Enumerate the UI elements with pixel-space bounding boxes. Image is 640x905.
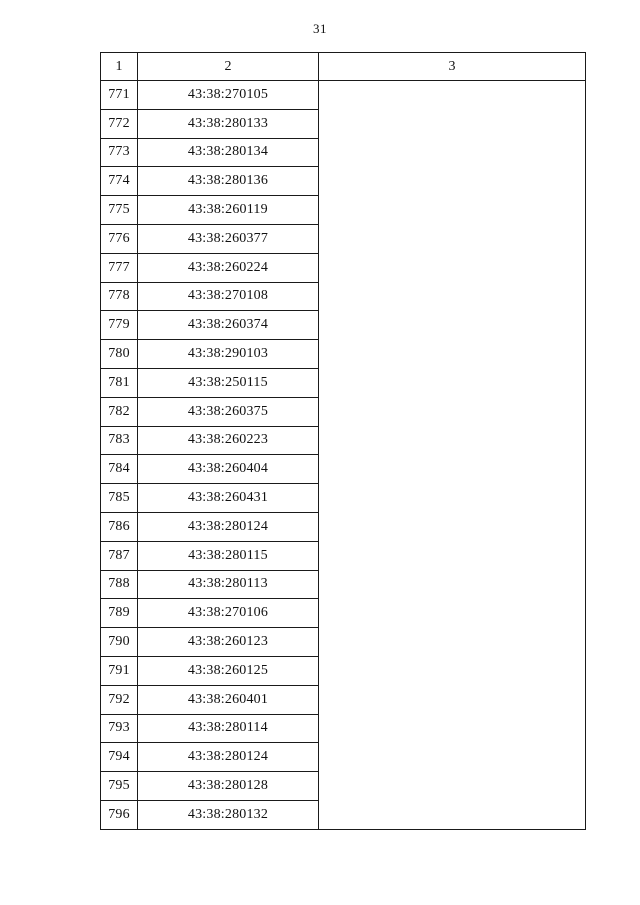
column-header-2: 2: [138, 53, 319, 81]
row-number-cell: 786: [101, 512, 138, 541]
cadastral-code-cell: 43:38:260377: [138, 224, 319, 253]
row-number-cell: 775: [101, 196, 138, 225]
cadastral-code-cell: 43:38:280133: [138, 109, 319, 138]
table-header: [101, 53, 586, 81]
row-number-cell: 779: [101, 311, 138, 340]
row-number-cell: 781: [101, 368, 138, 397]
cadastral-code-cell: 43:38:280114: [138, 714, 319, 743]
column-header-1: 1: [101, 53, 138, 81]
cadastral-code-cell: 43:38:270106: [138, 599, 319, 628]
header-row: [101, 53, 586, 81]
cadastral-code-cell: 43:38:270105: [138, 81, 319, 110]
cadastral-code-cell: 43:38:260374: [138, 311, 319, 340]
row-number-cell: 785: [101, 484, 138, 513]
table-body: [101, 81, 586, 830]
row-number-cell: 792: [101, 685, 138, 714]
row-number-cell: 784: [101, 455, 138, 484]
row-number-cell: 773: [101, 138, 138, 167]
cadastral-code-cell: 43:38:260125: [138, 656, 319, 685]
page-number: 31: [313, 21, 327, 36]
row-number-cell: 787: [101, 541, 138, 570]
cadastral-code-cell: 43:38:280132: [138, 800, 319, 829]
row-number-cell: 777: [101, 253, 138, 282]
row-number-cell: 780: [101, 340, 138, 369]
cadastral-code-cell: 43:38:260401: [138, 685, 319, 714]
row-number-cell: 783: [101, 426, 138, 455]
row-number-cell: 794: [101, 743, 138, 772]
cadastral-code-cell: 43:38:280134: [138, 138, 319, 167]
register-table: [100, 52, 586, 830]
row-number-cell: 788: [101, 570, 138, 599]
cadastral-code-cell: 43:38:260404: [138, 455, 319, 484]
row-number-cell: 782: [101, 397, 138, 426]
column-header-3: 3: [319, 53, 586, 81]
cadastral-code-cell: 43:38:260223: [138, 426, 319, 455]
row-number-cell: 776: [101, 224, 138, 253]
cadastral-code-cell: 43:38:260119: [138, 196, 319, 225]
cadastral-code-cell: 43:38:260224: [138, 253, 319, 282]
row-number-cell: 771: [101, 81, 138, 110]
cadastral-code-cell: 43:38:280124: [138, 743, 319, 772]
row-number-cell: 789: [101, 599, 138, 628]
table-row: [101, 81, 586, 110]
cadastral-code-cell: 43:38:280115: [138, 541, 319, 570]
cadastral-code-cell: 43:38:250115: [138, 368, 319, 397]
column-3-cell: [319, 81, 586, 830]
cadastral-code-cell: 43:38:280136: [138, 167, 319, 196]
row-number-cell: 795: [101, 772, 138, 801]
cadastral-code-cell: 43:38:260123: [138, 628, 319, 657]
cadastral-code-cell: 43:38:280124: [138, 512, 319, 541]
row-number-cell: 791: [101, 656, 138, 685]
cadastral-code-cell: 43:38:270108: [138, 282, 319, 311]
row-number-cell: 790: [101, 628, 138, 657]
cadastral-code-cell: 43:38:290103: [138, 340, 319, 369]
cadastral-code-cell: 43:38:260375: [138, 397, 319, 426]
cadastral-code-cell: 43:38:280113: [138, 570, 319, 599]
row-number-cell: 778: [101, 282, 138, 311]
row-number-cell: 772: [101, 109, 138, 138]
cadastral-code-cell: 43:38:260431: [138, 484, 319, 513]
row-number-cell: 796: [101, 800, 138, 829]
row-number-cell: 774: [101, 167, 138, 196]
cadastral-code-cell: 43:38:280128: [138, 772, 319, 801]
row-number-cell: 793: [101, 714, 138, 743]
